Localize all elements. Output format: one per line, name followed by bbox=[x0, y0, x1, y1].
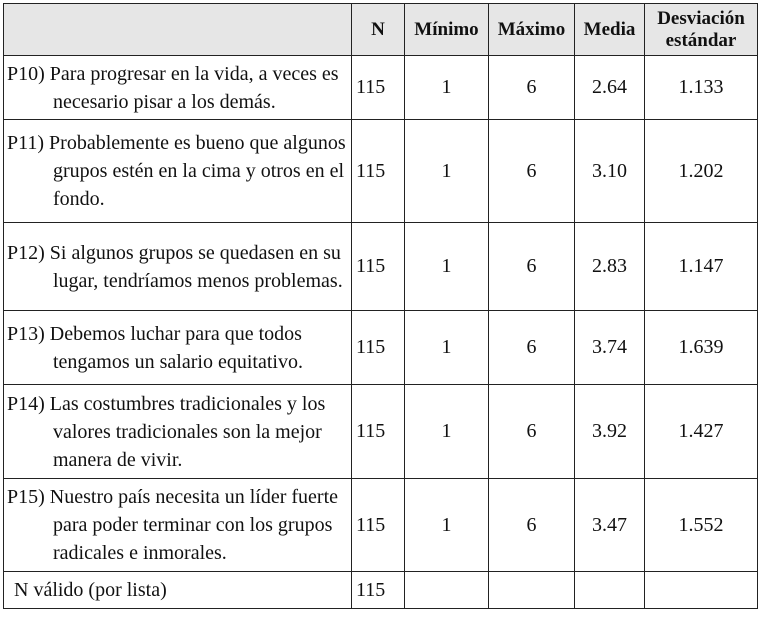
item-label-cell bbox=[4, 223, 352, 311]
min-cell: 1 bbox=[405, 56, 489, 120]
mean-cell: 3.74 bbox=[575, 311, 645, 385]
sd-cell: 1.427 bbox=[645, 385, 758, 479]
valid-n-label: N válido (por lista) bbox=[4, 572, 352, 609]
mean-cell: 2.64 bbox=[575, 56, 645, 120]
n-cell: 115 bbox=[352, 479, 405, 572]
sd-cell: 1.133 bbox=[645, 56, 758, 120]
empty-cell bbox=[575, 572, 645, 609]
sd-cell: 1.147 bbox=[645, 223, 758, 311]
valid-n-value: 115 bbox=[352, 572, 405, 609]
descriptive-statistics-table bbox=[3, 3, 758, 609]
header-n: N bbox=[352, 4, 405, 56]
item-label: P14) Las costumbres tradicionales y los valores tradicionales son la mejor manera de vivir. bbox=[7, 392, 326, 471]
valid-n-row bbox=[4, 572, 758, 609]
table-row bbox=[4, 56, 758, 120]
header-blank-cell bbox=[4, 4, 352, 56]
empty-cell bbox=[645, 572, 758, 609]
sd-cell: 1.639 bbox=[645, 311, 758, 385]
max-cell: 6 bbox=[489, 223, 575, 311]
header-sd: Desviación estándar bbox=[645, 4, 758, 56]
min-cell: 1 bbox=[405, 223, 489, 311]
min-cell: 1 bbox=[405, 479, 489, 572]
n-cell: 115 bbox=[352, 385, 405, 479]
item-label-cell bbox=[4, 479, 352, 572]
mean-cell: 2.83 bbox=[575, 223, 645, 311]
table-row bbox=[4, 223, 758, 311]
item-label: P11) Probablemente es bueno que algunos grupos estén en la cima y otros en el fondo. bbox=[7, 132, 346, 210]
min-cell: 1 bbox=[405, 120, 489, 223]
mean-cell: 3.92 bbox=[575, 385, 645, 479]
n-cell: 115 bbox=[352, 120, 405, 223]
item-label: P13) Debemos luchar para que todos tengamos un salario equitativo. bbox=[7, 322, 303, 373]
item-label: P10) Para progresar en la vida, a veces es necesario pisar a los demás. bbox=[7, 62, 339, 113]
item-label-cell bbox=[4, 56, 352, 120]
table-row bbox=[4, 479, 758, 572]
mean-cell: 3.10 bbox=[575, 120, 645, 223]
header-min: Mínimo bbox=[405, 4, 489, 56]
header-mean: Media bbox=[575, 4, 645, 56]
item-label-cell bbox=[4, 120, 352, 223]
max-cell: 6 bbox=[489, 56, 575, 120]
n-cell: 115 bbox=[352, 311, 405, 385]
max-cell: 6 bbox=[489, 385, 575, 479]
table-row bbox=[4, 311, 758, 385]
sd-cell: 1.552 bbox=[645, 479, 758, 572]
mean-cell: 3.47 bbox=[575, 479, 645, 572]
table-row bbox=[4, 120, 758, 223]
header-max: Máximo bbox=[489, 4, 575, 56]
empty-cell bbox=[489, 572, 575, 609]
table-row bbox=[4, 385, 758, 479]
min-cell: 1 bbox=[405, 311, 489, 385]
item-label-cell bbox=[4, 385, 352, 479]
max-cell: 6 bbox=[489, 479, 575, 572]
item-label: P12) Si algunos grupos se quedasen en su lugar, tendríamos menos problemas. bbox=[7, 241, 343, 292]
n-cell: 115 bbox=[352, 223, 405, 311]
empty-cell bbox=[405, 572, 489, 609]
max-cell: 6 bbox=[489, 120, 575, 223]
n-cell: 115 bbox=[352, 56, 405, 120]
item-label-cell bbox=[4, 311, 352, 385]
min-cell: 1 bbox=[405, 385, 489, 479]
item-label: P15) Nuestro país necesita un líder fuerte para poder terminar con los grupos radicales e inmorales. bbox=[7, 486, 339, 564]
header-row bbox=[4, 4, 758, 56]
max-cell: 6 bbox=[489, 311, 575, 385]
sd-cell: 1.202 bbox=[645, 120, 758, 223]
